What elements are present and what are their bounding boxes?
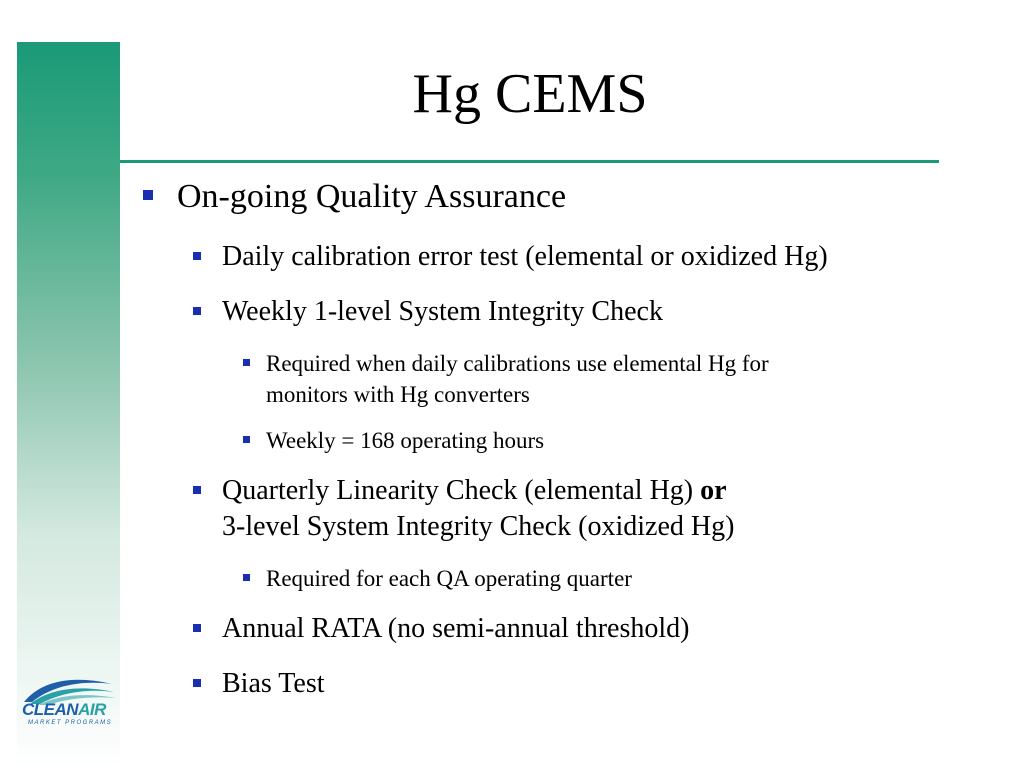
bullet-level3: Weekly = 168 operating hours [266,428,545,453]
bullet-level2 [222,473,727,508]
clean-air-logo [20,672,118,732]
bullet-text: Quarterly Linearity Check (elemental Hg) [222,475,701,506]
logo-subtitle: MARKET PROGRAMS [28,720,113,726]
logo-word-air: AIR [78,700,106,719]
bullet-marker-icon [193,624,201,632]
bullet-level3-continuation: monitors with Hg converters [266,382,530,407]
bullet-level2: Annual RATA (no semi-annual threshold) [222,613,690,644]
bullet-level3: Required for each QA operating quarter [266,566,632,591]
bullet-emphasis: or [700,475,727,506]
bullet-marker-icon [193,307,201,315]
bullet-level3: Required when daily calibrations use elemental Hg for [266,351,769,376]
bullet-level2: Daily calibration error test (elemental or oxidized Hg) [222,241,828,272]
bullet-level2: Bias Test [222,668,325,699]
bullet-marker-icon [243,359,250,366]
bullet-marker-icon [193,486,201,494]
logo-word-clean: CLEAN [22,700,79,719]
bullet-level2: Weekly 1-level System Integrity Check [222,296,663,327]
bullet-marker-icon [243,574,250,581]
bullet-level2-continuation: 3-level System Integrity Check (oxidized Hg) [222,511,735,542]
bullet-level1: On-going Quality Assurance [177,178,567,215]
bullet-marker-icon [243,436,250,443]
bullet-marker-icon [193,252,201,260]
bullet-marker-icon [193,679,201,687]
bullet-marker-icon [143,190,153,200]
slide-title: Hg CEMS [412,63,648,125]
logo-wordmark [22,700,106,720]
